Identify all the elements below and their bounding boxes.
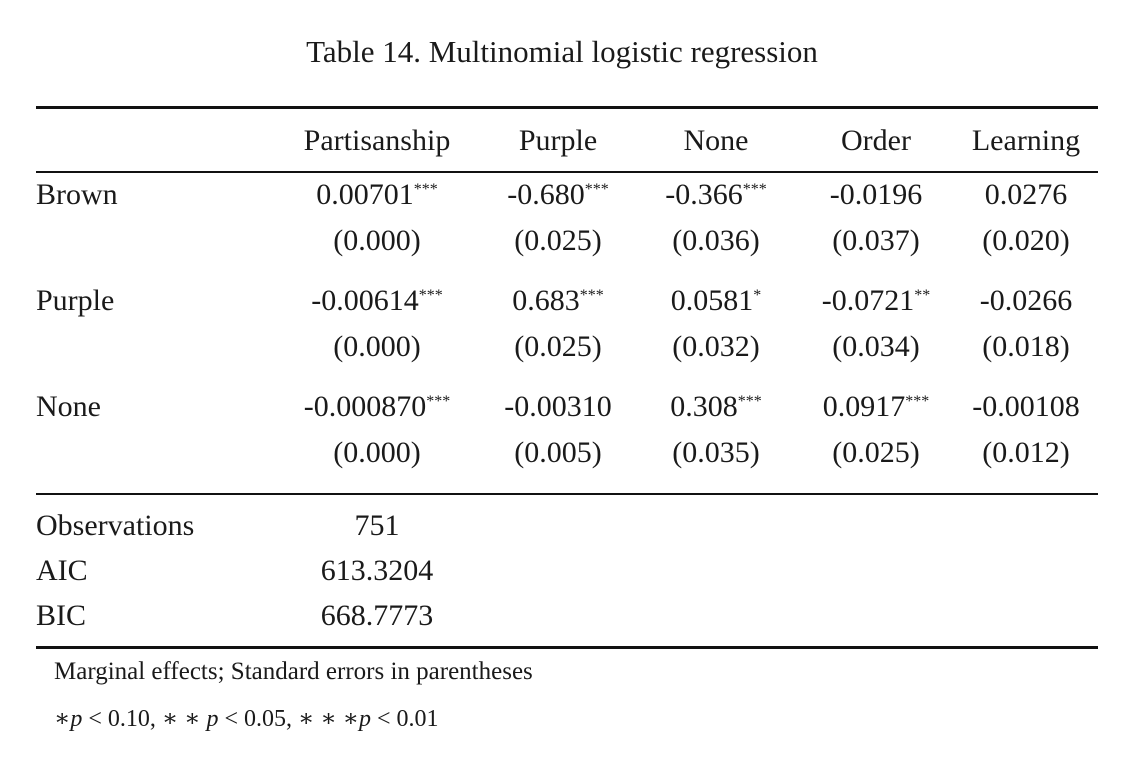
coefficient-cell — [272, 278, 482, 323]
sig-variable: p — [206, 706, 219, 732]
stat-row — [36, 503, 1098, 548]
significance-stars: *** — [905, 392, 930, 410]
coefficient-row — [36, 384, 1098, 429]
column-header: Order — [841, 124, 911, 157]
sig-threshold: < 0.01 — [370, 706, 439, 732]
significance-stars: *** — [737, 392, 762, 410]
coefficient-value: 0.0581 — [670, 283, 754, 317]
standard-error-row — [36, 429, 1098, 476]
stat-label: BIC — [36, 598, 87, 632]
coefficient-value: -0.680 — [507, 177, 585, 211]
coefficient-value: -0.000870 — [303, 389, 427, 423]
coefficient-cell — [954, 384, 1098, 429]
standard-error-cell: (0.035) — [672, 435, 760, 469]
sig-variable: p — [358, 706, 371, 732]
standard-error-cell: (0.000) — [333, 223, 421, 257]
coefficient-cell — [634, 278, 798, 323]
coefficient-value: -0.00614 — [311, 283, 419, 317]
coefficient-cell — [798, 384, 954, 429]
coefficient-value: -0.366 — [665, 177, 743, 211]
stat-row — [36, 548, 1098, 593]
sig-variable: p — [70, 706, 83, 732]
row-label: Purple — [36, 283, 115, 317]
sig-prefix: ∗ ∗ — [161, 706, 207, 732]
summary-statistics — [36, 503, 1098, 638]
row-label: None — [36, 389, 101, 423]
standard-error-cell: (0.000) — [333, 329, 421, 363]
stat-value: 751 — [354, 508, 400, 542]
stat-label: AIC — [36, 553, 88, 587]
significance-note — [54, 704, 439, 733]
significance-stars: ** — [914, 286, 931, 304]
standard-error-cell: (0.018) — [982, 329, 1070, 363]
standard-error-cell: (0.032) — [672, 329, 760, 363]
coefficient-value: -0.0721 — [821, 283, 915, 317]
significance-stars: *** — [579, 286, 604, 304]
sig-prefix: ∗ ∗ ∗ — [298, 706, 359, 732]
standard-error-cell: (0.025) — [832, 435, 920, 469]
coefficient-cell — [482, 278, 634, 323]
coefficient-cell — [272, 384, 482, 429]
top-rule — [36, 106, 1098, 109]
standard-error-cell: (0.034) — [832, 329, 920, 363]
row-label: Brown — [36, 177, 118, 211]
standard-error-cell: (0.025) — [514, 223, 602, 257]
standard-error-cell: (0.025) — [514, 329, 602, 363]
coefficient-cell — [798, 278, 954, 323]
standard-error-cell: (0.020) — [982, 223, 1070, 257]
header-corner — [36, 110, 272, 172]
significance-stars: *** — [418, 286, 443, 304]
significance-stars: *** — [584, 180, 609, 198]
standard-error-row — [36, 323, 1098, 370]
coefficient-cell — [798, 172, 954, 217]
column-header: Learning — [971, 124, 1081, 157]
significance-stars: *** — [742, 180, 767, 198]
sig-prefix: ∗ — [54, 706, 71, 732]
stat-row — [36, 593, 1098, 638]
mid-rule — [36, 493, 1098, 495]
standard-error-cell: (0.012) — [982, 435, 1070, 469]
stat-label: Observations — [36, 508, 195, 542]
coefficient-value: 0.0276 — [984, 177, 1068, 211]
coefficient-cell — [954, 172, 1098, 217]
standard-error-cell: (0.037) — [832, 223, 920, 257]
significance-stars: *** — [426, 392, 451, 410]
coefficient-cell — [634, 384, 798, 429]
regression-table — [36, 110, 1098, 476]
coefficient-value: -0.00108 — [972, 389, 1080, 423]
table-note: Marginal effects; Standard errors in parentheses — [54, 658, 533, 685]
bottom-rule — [36, 646, 1098, 649]
coefficient-value: 0.00701 — [316, 177, 414, 211]
significance-stars: * — [753, 286, 762, 304]
column-header: Purple — [518, 124, 598, 157]
significance-stars: *** — [413, 180, 438, 198]
coefficient-value: 0.0917 — [822, 389, 906, 423]
standard-error-cell: (0.005) — [514, 435, 602, 469]
coefficient-row — [36, 278, 1098, 323]
coefficient-value: 0.308 — [670, 389, 738, 423]
coefficient-value: -0.0196 — [829, 177, 923, 211]
coefficient-cell — [482, 172, 634, 217]
standard-error-cell: (0.036) — [672, 223, 760, 257]
sig-threshold: < 0.05, — [218, 706, 299, 732]
column-header: None — [683, 124, 749, 157]
stat-value: 613.3204 — [320, 553, 434, 587]
sig-threshold: < 0.10, — [82, 706, 162, 732]
coefficient-cell — [482, 384, 634, 429]
coefficient-row — [36, 172, 1098, 217]
column-header: Partisanship — [303, 124, 451, 157]
coefficient-value: 0.683 — [512, 283, 580, 317]
standard-error-cell: (0.000) — [333, 435, 421, 469]
header-row — [36, 110, 1098, 172]
standard-error-row — [36, 217, 1098, 264]
coefficient-value: -0.00310 — [504, 389, 612, 423]
table-caption: Table 14. Multinomial logistic regression — [306, 34, 818, 69]
coefficient-cell — [634, 172, 798, 217]
coefficient-value: -0.0266 — [979, 283, 1073, 317]
coefficient-cell — [272, 172, 482, 217]
stat-value: 668.7773 — [320, 598, 434, 632]
coefficient-cell — [954, 278, 1098, 323]
